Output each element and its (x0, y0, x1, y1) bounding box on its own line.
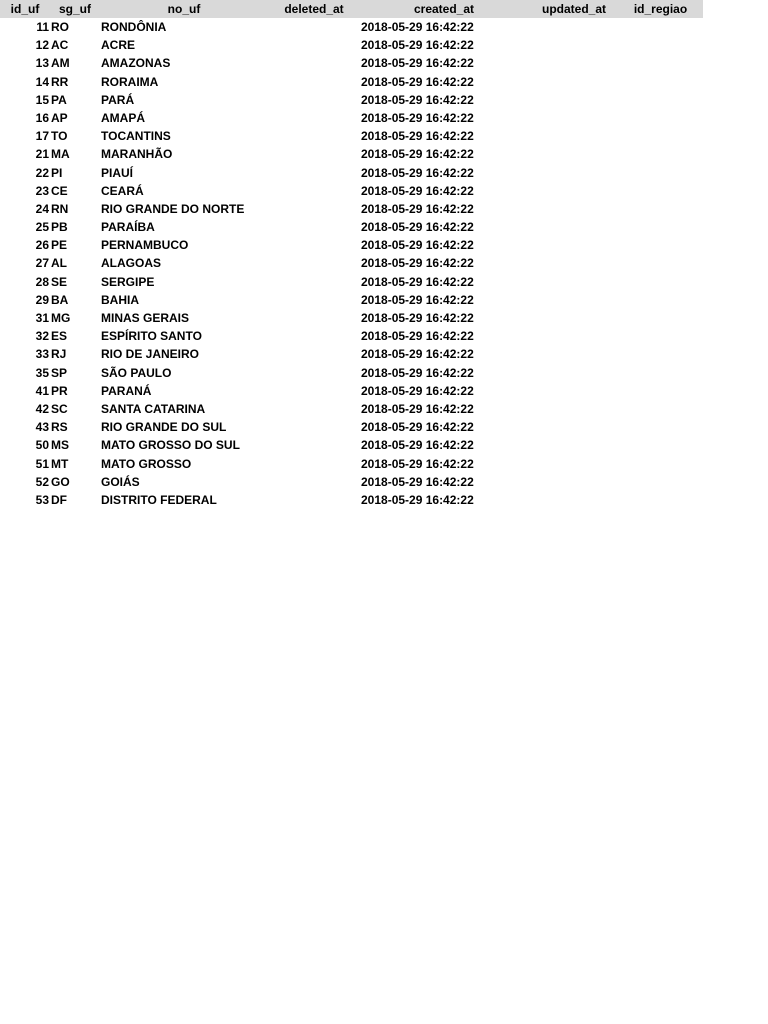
table-row[interactable] (0, 73, 703, 91)
cell-sg-uf[interactable]: SC (51, 401, 68, 416)
cell-id-uf[interactable]: 22 (35, 165, 49, 180)
cell-deleted-at[interactable] (270, 345, 358, 363)
cell-id-uf[interactable]: 31 (35, 311, 49, 325)
cell-created-at[interactable]: 2018-05-29 16:42:22 (361, 165, 474, 180)
cell-id-uf[interactable]: 29 (35, 292, 49, 307)
column-header-deleted-at[interactable]: deleted_at (284, 2, 344, 16)
cell-updated-at[interactable] (530, 109, 618, 127)
cell-deleted-at[interactable] (270, 200, 358, 218)
cell-updated-at[interactable] (530, 327, 618, 345)
cell-created-at[interactable]: 2018-05-29 16:42:22 (361, 401, 474, 416)
cell-id-uf[interactable]: 33 (35, 347, 49, 362)
cell-created-at[interactable]: 2018-05-29 16:42:22 (361, 256, 474, 271)
cell-updated-at[interactable] (530, 54, 618, 72)
cell-created-at[interactable]: 2018-05-29 16:42:22 (361, 383, 474, 398)
cell-updated-at[interactable] (530, 364, 618, 382)
cell-updated-at[interactable] (530, 345, 618, 363)
cell-sg-uf[interactable]: PR (51, 383, 68, 398)
table-body (0, 18, 703, 509)
cell-id-regiao[interactable] (618, 309, 703, 327)
table-row[interactable] (0, 145, 703, 163)
cell-updated-at[interactable] (530, 254, 618, 272)
cell-id-regiao[interactable] (618, 36, 703, 54)
cell-deleted-at[interactable] (270, 491, 358, 509)
cell-no-uf[interactable]: PERNAMBUCO (101, 238, 189, 253)
cell-updated-at[interactable] (530, 36, 618, 54)
cell-deleted-at[interactable] (270, 364, 358, 382)
cell-id-regiao[interactable] (618, 218, 703, 236)
cell-id-uf[interactable]: 51 (35, 456, 49, 471)
cell-created-at[interactable]: 2018-05-29 16:42:22 (361, 147, 474, 162)
cell-no-uf[interactable]: RORAIMA (101, 74, 159, 89)
cell-id-regiao[interactable] (618, 164, 703, 182)
cell-sg-uf[interactable]: ES (51, 329, 68, 344)
table-row[interactable] (0, 455, 703, 473)
table-row[interactable] (0, 345, 703, 363)
cell-id-regiao[interactable] (618, 18, 703, 36)
cell-no-uf[interactable]: SÃO PAULO (101, 365, 172, 380)
cell-sg-uf[interactable]: SE (51, 274, 68, 289)
cell-sg-uf[interactable]: PE (51, 238, 68, 253)
cell-created-at[interactable]: 2018-05-29 16:42:22 (361, 292, 474, 307)
cell-id-uf[interactable]: 13 (35, 56, 49, 71)
cell-deleted-at[interactable] (270, 455, 358, 473)
cell-created-at[interactable]: 2018-05-29 16:42:22 (361, 56, 474, 71)
cell-created-at[interactable]: 2018-05-29 16:42:22 (361, 347, 474, 362)
cell-id-uf[interactable]: 12 (35, 38, 49, 53)
cell-sg-uf[interactable]: DF (51, 492, 67, 507)
cell-no-uf[interactable]: PIAUÍ (101, 165, 134, 180)
cell-updated-at[interactable] (530, 455, 618, 473)
cell-id-regiao[interactable] (618, 327, 703, 345)
table-row[interactable] (0, 36, 703, 54)
table-row[interactable] (0, 327, 703, 345)
cell-updated-at[interactable] (530, 436, 618, 454)
cell-updated-at[interactable] (530, 91, 618, 109)
cell-created-at[interactable]: 2018-05-29 16:42:22 (361, 365, 474, 380)
cell-deleted-at[interactable] (270, 291, 358, 309)
cell-deleted-at[interactable] (270, 473, 358, 491)
cell-updated-at[interactable] (530, 382, 618, 400)
cell-deleted-at[interactable] (270, 164, 358, 182)
cell-deleted-at[interactable] (270, 218, 358, 236)
cell-deleted-at[interactable] (270, 145, 358, 163)
cell-created-at[interactable]: 2018-05-29 16:42:22 (361, 456, 474, 471)
cell-updated-at[interactable] (530, 164, 618, 182)
cell-created-at[interactable]: 2018-05-29 16:42:22 (361, 92, 474, 107)
cell-created-at[interactable]: 2018-05-29 16:42:22 (361, 74, 474, 89)
table-header (0, 0, 703, 18)
cell-deleted-at[interactable] (270, 309, 358, 327)
cell-no-uf[interactable]: SANTA CATARINA (101, 401, 206, 416)
column-header-updated-at[interactable]: updated_at (541, 2, 606, 16)
cell-sg-uf[interactable]: MG (51, 311, 71, 325)
cell-id-uf[interactable]: 26 (35, 238, 49, 253)
cell-no-uf[interactable]: ESPÍRITO SANTO (101, 329, 202, 344)
table-row[interactable] (0, 218, 703, 236)
cell-updated-at[interactable] (530, 273, 618, 291)
cell-updated-at[interactable] (530, 418, 618, 436)
table-row[interactable] (0, 418, 703, 436)
cell-id-uf[interactable]: 41 (35, 383, 49, 398)
cell-id-uf[interactable]: 32 (35, 329, 49, 344)
table-row[interactable] (0, 182, 703, 200)
cell-id-regiao[interactable] (618, 364, 703, 382)
cell-sg-uf[interactable]: PA (51, 92, 67, 107)
cell-deleted-at[interactable] (270, 54, 358, 72)
cell-sg-uf[interactable]: RO (51, 20, 69, 34)
cell-sg-uf[interactable]: AL (51, 256, 67, 271)
table-row[interactable] (0, 291, 703, 309)
cell-id-regiao[interactable] (618, 273, 703, 291)
cell-deleted-at[interactable] (270, 109, 358, 127)
cell-id-regiao[interactable] (618, 54, 703, 72)
cell-id-uf[interactable]: 17 (35, 129, 49, 144)
cell-created-at[interactable]: 2018-05-29 16:42:22 (361, 129, 474, 144)
cell-created-at[interactable]: 2018-05-29 16:42:22 (361, 220, 474, 235)
cell-no-uf[interactable]: RIO DE JANEIRO (101, 347, 200, 362)
cell-no-uf[interactable]: MATO GROSSO DO SUL (101, 438, 240, 453)
table-row[interactable] (0, 254, 703, 272)
cell-no-uf[interactable]: MATO GROSSO (101, 456, 192, 471)
cell-id-regiao[interactable] (618, 127, 703, 145)
cell-updated-at[interactable] (530, 127, 618, 145)
cell-id-uf[interactable]: 23 (35, 183, 49, 198)
cell-id-uf[interactable]: 28 (35, 274, 49, 289)
cell-id-uf[interactable]: 52 (35, 474, 49, 489)
cell-id-regiao[interactable] (618, 400, 703, 418)
column-header-id-uf[interactable]: id_uf (10, 2, 40, 16)
cell-id-uf[interactable]: 25 (35, 220, 49, 235)
cell-deleted-at[interactable] (270, 127, 358, 145)
cell-created-at[interactable]: 2018-05-29 16:42:22 (361, 110, 474, 125)
cell-no-uf[interactable]: ALAGOAS (101, 256, 161, 271)
cell-id-regiao[interactable] (618, 254, 703, 272)
cell-id-uf[interactable]: 27 (35, 256, 49, 271)
cell-updated-at[interactable] (530, 18, 618, 36)
cell-updated-at[interactable] (530, 182, 618, 200)
cell-sg-uf[interactable]: SP (51, 365, 68, 380)
table-row[interactable] (0, 54, 703, 72)
cell-no-uf[interactable]: RIO GRANDE DO SUL (101, 420, 227, 435)
cell-sg-uf[interactable]: RR (51, 74, 69, 89)
cell-deleted-at[interactable] (270, 91, 358, 109)
cell-no-uf[interactable]: CEARÁ (101, 183, 144, 198)
cell-id-uf[interactable]: 42 (35, 401, 49, 416)
cell-id-regiao[interactable] (618, 236, 703, 254)
cell-id-uf[interactable]: 24 (35, 201, 49, 216)
cell-id-regiao[interactable] (618, 473, 703, 491)
cell-id-regiao[interactable] (618, 455, 703, 473)
cell-sg-uf[interactable]: RJ (51, 347, 67, 362)
cell-id-uf[interactable]: 35 (35, 365, 49, 380)
cell-deleted-at[interactable] (270, 182, 358, 200)
cell-deleted-at[interactable] (270, 382, 358, 400)
cell-sg-uf[interactable]: RN (51, 201, 69, 216)
table-row[interactable] (0, 200, 703, 218)
cell-updated-at[interactable] (530, 200, 618, 218)
cell-id-regiao[interactable] (618, 200, 703, 218)
cell-id-regiao[interactable] (618, 145, 703, 163)
cell-sg-uf[interactable]: AC (51, 38, 69, 53)
cell-id-uf[interactable]: 43 (35, 420, 49, 435)
table-row[interactable] (0, 236, 703, 254)
cell-no-uf[interactable]: ACRE (101, 38, 136, 53)
table-row[interactable] (0, 309, 703, 327)
table-row[interactable] (0, 109, 703, 127)
table-row[interactable] (0, 91, 703, 109)
cell-id-regiao[interactable] (618, 418, 703, 436)
cell-id-uf[interactable]: 16 (35, 110, 49, 125)
cell-created-at[interactable]: 2018-05-29 16:42:22 (361, 474, 474, 489)
cell-created-at[interactable]: 2018-05-29 16:42:22 (361, 274, 474, 289)
cell-id-regiao[interactable] (618, 345, 703, 363)
table-row[interactable] (0, 18, 703, 36)
cell-updated-at[interactable] (530, 491, 618, 509)
table-row[interactable] (0, 491, 703, 509)
cell-id-regiao[interactable] (618, 182, 703, 200)
table-row[interactable] (0, 382, 703, 400)
cell-sg-uf[interactable]: CE (51, 183, 68, 198)
cell-sg-uf[interactable]: PB (51, 220, 68, 235)
cell-no-uf[interactable]: GOIÁS (101, 474, 140, 489)
cell-created-at[interactable]: 2018-05-29 16:42:22 (361, 183, 474, 198)
cell-updated-at[interactable] (530, 473, 618, 491)
cell-id-regiao[interactable] (618, 109, 703, 127)
cell-updated-at[interactable] (530, 236, 618, 254)
cell-no-uf[interactable]: BAHIA (101, 292, 139, 307)
cell-id-regiao[interactable] (618, 73, 703, 91)
cell-no-uf[interactable]: PARAÍBA (101, 220, 155, 235)
cell-created-at[interactable]: 2018-05-29 16:42:22 (361, 20, 474, 34)
cell-sg-uf[interactable]: PI (51, 165, 63, 180)
table-row[interactable] (0, 164, 703, 182)
table-row[interactable] (0, 273, 703, 291)
cell-sg-uf[interactable]: AM (51, 56, 70, 71)
table-row[interactable] (0, 400, 703, 418)
cell-no-uf[interactable]: TOCANTINS (101, 129, 171, 144)
cell-id-uf[interactable]: 15 (35, 92, 49, 107)
cell-deleted-at[interactable] (270, 400, 358, 418)
column-header-created-at[interactable]: created_at (413, 2, 475, 16)
column-header-id-regiao[interactable]: id_regiao (633, 2, 688, 16)
cell-no-uf[interactable]: PARANÁ (101, 383, 152, 398)
data-table (0, 0, 703, 509)
cell-deleted-at[interactable] (270, 36, 358, 54)
cell-no-uf[interactable]: RIO GRANDE DO NORTE (101, 201, 245, 216)
cell-id-regiao[interactable] (618, 436, 703, 454)
cell-id-uf[interactable]: 14 (35, 74, 49, 89)
cell-id-regiao[interactable] (618, 291, 703, 309)
cell-deleted-at[interactable] (270, 254, 358, 272)
cell-id-regiao[interactable] (618, 382, 703, 400)
cell-updated-at[interactable] (530, 309, 618, 327)
cell-sg-uf[interactable]: TO (51, 129, 68, 144)
cell-id-regiao[interactable] (618, 491, 703, 509)
cell-created-at[interactable]: 2018-05-29 16:42:22 (361, 311, 474, 325)
cell-sg-uf[interactable]: GO (51, 474, 70, 489)
cell-sg-uf[interactable]: MA (51, 147, 70, 162)
table-row[interactable] (0, 473, 703, 491)
table-row[interactable] (0, 127, 703, 145)
column-header-sg-uf[interactable]: sg_uf (58, 2, 91, 16)
cell-updated-at[interactable] (530, 73, 618, 91)
cell-no-uf[interactable]: MARANHÃO (101, 147, 173, 162)
cell-no-uf[interactable]: SERGIPE (101, 274, 155, 289)
cell-created-at[interactable]: 2018-05-29 16:42:22 (361, 438, 474, 453)
cell-created-at[interactable]: 2018-05-29 16:42:22 (361, 238, 474, 253)
cell-deleted-at[interactable] (270, 273, 358, 291)
cell-deleted-at[interactable] (270, 327, 358, 345)
cell-deleted-at[interactable] (270, 73, 358, 91)
cell-no-uf[interactable]: MINAS GERAIS (101, 311, 190, 325)
table-row[interactable] (0, 364, 703, 382)
cell-id-uf[interactable]: 11 (36, 20, 49, 34)
cell-no-uf[interactable]: PARÁ (101, 92, 135, 107)
cell-deleted-at[interactable] (270, 418, 358, 436)
cell-sg-uf[interactable]: AP (51, 110, 68, 125)
cell-created-at[interactable]: 2018-05-29 16:42:22 (361, 420, 474, 435)
cell-sg-uf[interactable]: RS (51, 420, 68, 435)
cell-updated-at[interactable] (530, 145, 618, 163)
cell-created-at[interactable]: 2018-05-29 16:42:22 (361, 38, 474, 53)
cell-deleted-at[interactable] (270, 436, 358, 454)
cell-updated-at[interactable] (530, 400, 618, 418)
cell-no-uf[interactable]: RONDÔNIA (101, 20, 167, 34)
cell-updated-at[interactable] (530, 291, 618, 309)
cell-sg-uf[interactable]: MS (51, 438, 69, 453)
cell-no-uf[interactable]: AMAPÁ (101, 110, 145, 125)
cell-created-at[interactable]: 2018-05-29 16:42:22 (361, 492, 474, 507)
cell-no-uf[interactable]: AMAZONAS (101, 56, 171, 71)
cell-sg-uf[interactable]: MT (51, 456, 69, 471)
cell-deleted-at[interactable] (270, 236, 358, 254)
cell-created-at[interactable]: 2018-05-29 16:42:22 (361, 329, 474, 344)
cell-id-uf[interactable]: 21 (35, 147, 49, 162)
cell-updated-at[interactable] (530, 218, 618, 236)
cell-created-at[interactable]: 2018-05-29 16:42:22 (361, 201, 474, 216)
cell-sg-uf[interactable]: BA (51, 292, 69, 307)
cell-no-uf[interactable]: DISTRITO FEDERAL (101, 492, 217, 507)
cell-id-regiao[interactable] (618, 91, 703, 109)
table-row[interactable] (0, 436, 703, 454)
cell-deleted-at[interactable] (270, 18, 358, 36)
cell-id-uf[interactable]: 53 (35, 492, 49, 507)
column-header-no-uf[interactable]: no_uf (167, 2, 201, 16)
cell-id-uf[interactable]: 50 (35, 438, 49, 453)
